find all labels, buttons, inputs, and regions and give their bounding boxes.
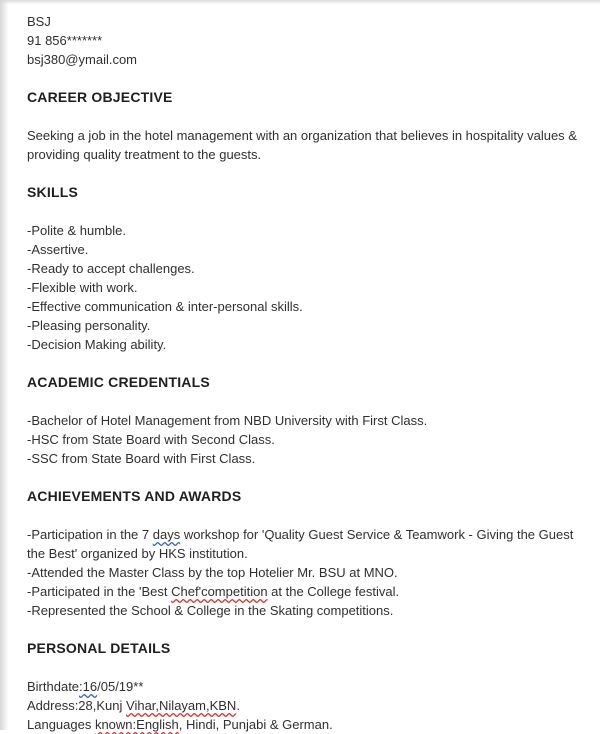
achievement-item: -Represented the School & College in the Skating competitions. xyxy=(27,603,394,618)
achievement-item: -Attended the Master Class by the top Hotelier Mr. BSU at MNO. xyxy=(27,565,398,580)
section-heading-achievements-awards: ACHIEVEMENTS AND AWARDS xyxy=(27,488,242,504)
section-heading-personal-details: PERSONAL DETAILS xyxy=(27,640,171,656)
skill-item: -Effective communication & inter-personal skills. xyxy=(27,299,303,314)
achievement-text: workshop for 'Quality Guest Service & Teamwork - Giving the Guest the Best' organized by HKS institution. xyxy=(27,527,574,561)
academic-credentials-list xyxy=(27,411,588,468)
achievement-text: -Participation in the 7 xyxy=(27,527,153,542)
skill-item: -Flexible with work. xyxy=(27,280,138,295)
skill-item: -Pleasing personality. xyxy=(27,318,151,333)
achievement-text: -Participated in the 'Best xyxy=(27,584,172,599)
spellcheck-flagged-word: Vihar,Nilayam,KBN xyxy=(126,698,237,713)
birthdate-text: /05/19** xyxy=(97,679,144,694)
achievement-item xyxy=(27,525,588,563)
address-text: . xyxy=(236,698,240,713)
achievement-item xyxy=(27,582,588,601)
birthdate-line xyxy=(27,677,588,696)
skills-list xyxy=(27,221,588,354)
languages-text: , Hindi, Punjabi & German. xyxy=(178,717,333,732)
address-text: Address:28,Kunj xyxy=(27,698,127,713)
section-heading-career-objective: CAREER OBJECTIVE xyxy=(27,89,173,105)
languages-line xyxy=(27,715,588,734)
spellcheck-flagged-word: days xyxy=(152,527,181,542)
skill-item: -Ready to accept challenges. xyxy=(27,261,195,276)
career-objective-text: Seeking a job in the hotel management with an organization that believes in hospitality values & providing quality treatment to the guests. xyxy=(27,128,577,162)
spellcheck-flagged-word: :16 xyxy=(79,679,98,694)
spellcheck-flagged-word: known:English xyxy=(94,717,179,732)
section-heading-skills: SKILLS xyxy=(27,184,78,200)
contact-email: bsj380@ymail.com xyxy=(27,52,138,67)
personal-details-block xyxy=(27,677,588,734)
contact-block xyxy=(27,12,588,69)
achievements-list xyxy=(27,525,588,620)
section-heading-academic-credentials: ACADEMIC CREDENTIALS xyxy=(27,374,210,390)
address-line xyxy=(27,696,588,715)
spellcheck-flagged-word: Chef'competition xyxy=(171,584,268,599)
academic-item: -Bachelor of Hotel Management from NBD University with First Class. xyxy=(27,413,428,428)
birthdate-text: Birthdate xyxy=(27,679,80,694)
achievement-text: at the College festival. xyxy=(267,584,400,599)
skill-item: -Decision Making ability. xyxy=(27,337,167,352)
academic-item: -SSC from State Board with First Class. xyxy=(27,451,256,466)
contact-name: BSJ xyxy=(27,14,51,29)
skill-item: -Assertive. xyxy=(27,242,89,257)
academic-item: -HSC from State Board with Second Class. xyxy=(27,432,275,447)
contact-phone: 91 856******* xyxy=(27,33,103,48)
languages-text: Languages xyxy=(27,717,95,732)
skill-item: -Polite & humble. xyxy=(27,223,126,238)
